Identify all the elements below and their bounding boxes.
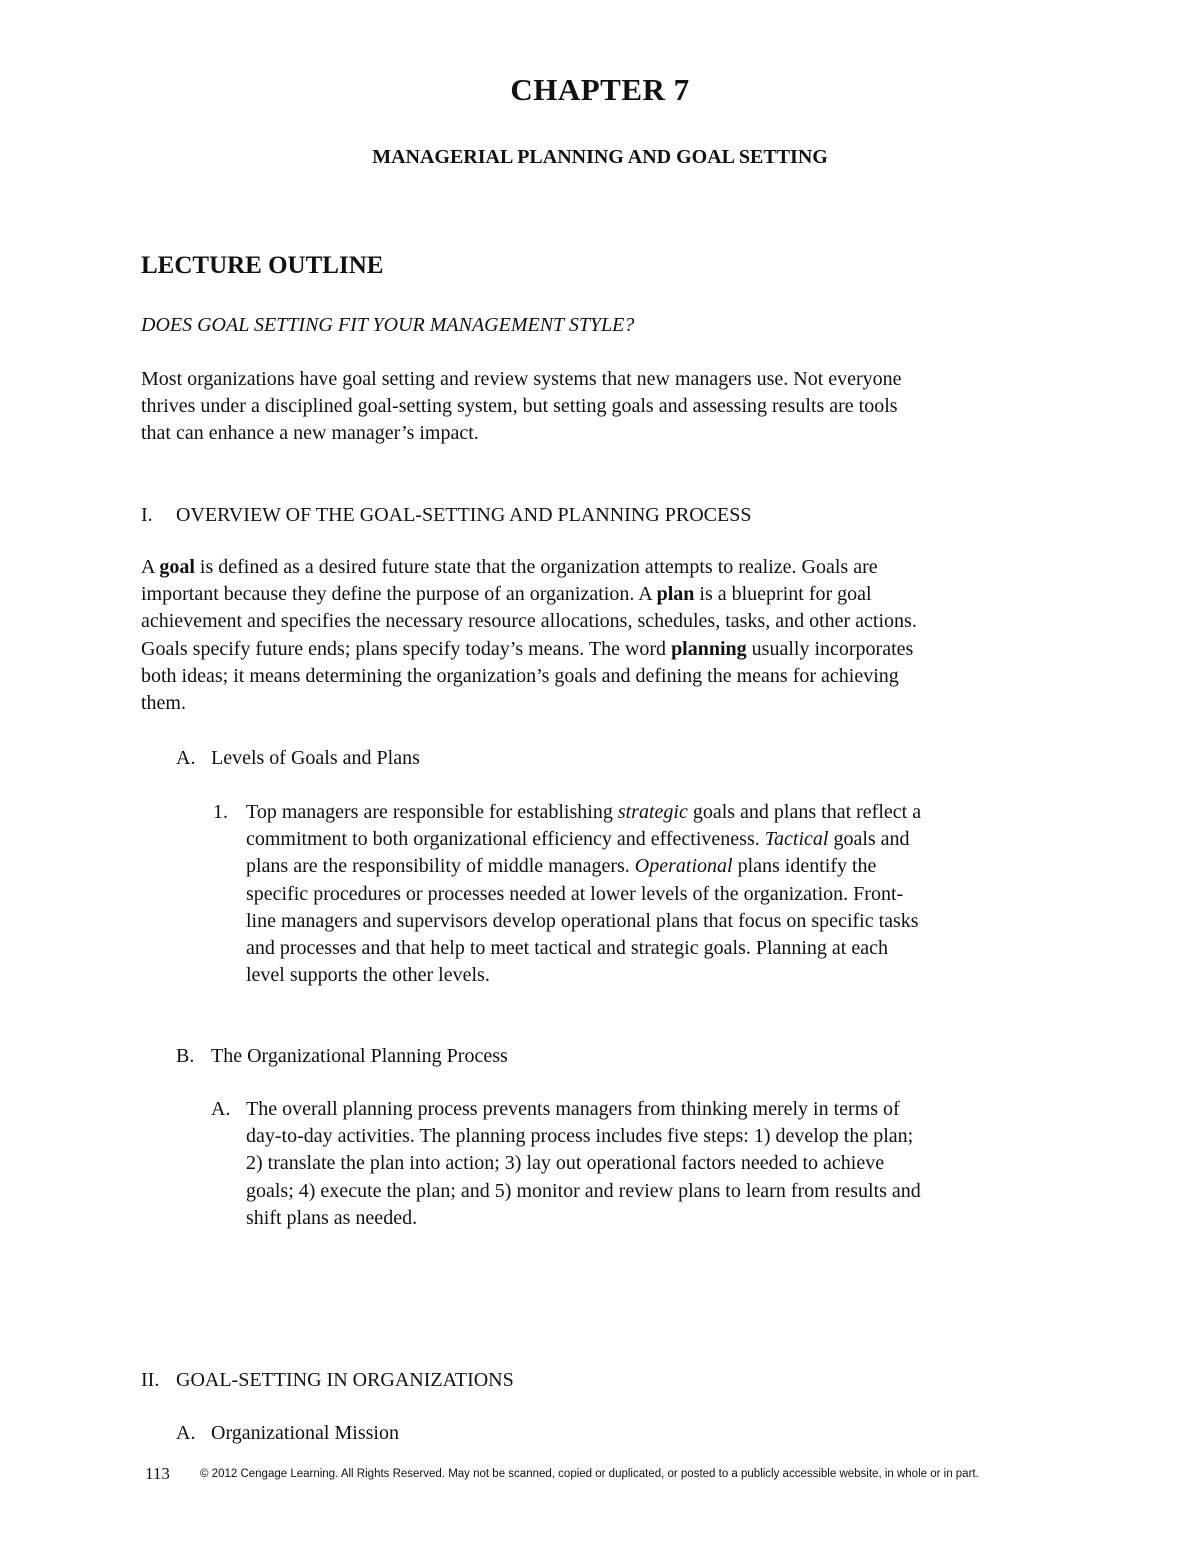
item-line: level supports the other levels. <box>246 964 490 987</box>
section-1-paragraph <box>141 554 917 717</box>
subsection-b-label: B. <box>176 1045 195 1067</box>
item-1-text <box>246 799 921 989</box>
item-a-text <box>246 1096 921 1232</box>
item-line: day-to-day activities. The planning process includes five steps: 1) develop the plan; <box>246 1125 914 1148</box>
item-line: shift plans as needed. <box>246 1206 418 1229</box>
paragraph-line: A goal is defined as a desired future state that the organization attempts to realize. Goals are <box>141 556 878 578</box>
term-plan: plan <box>656 583 695 606</box>
item-a-label: A. <box>211 1098 231 1120</box>
paragraph-line: important because they define the purpose of an organization. A plan is a blueprint for goal <box>141 583 872 606</box>
lecture-outline-heading: LECTURE OUTLINE <box>141 252 384 279</box>
section-2-title: GOAL-SETTING IN ORGANIZATIONS <box>176 1369 514 1391</box>
term-goal: goal <box>159 556 195 578</box>
paragraph-line: achievement and specifies the necessary resource allocations, schedules, tasks, and other actions. <box>141 610 917 633</box>
item-line: 2) translate the plan into action; 3) lay out operational factors needed to achieve <box>246 1152 885 1175</box>
term-planning: planning <box>671 637 747 660</box>
page-number: 113 <box>145 1464 170 1483</box>
item-line: The overall planning process prevents managers from thinking merely in terms of <box>246 1098 900 1120</box>
paragraph-line: them. <box>141 692 186 715</box>
intro-line: that can enhance a new manager’s impact. <box>141 422 479 445</box>
copyright-notice: © 2012 Cengage Learning. All Rights Reserved. May not be scanned, copied or duplicated, or posted to a publicly accessible website, in whole or in part. <box>200 1468 979 1480</box>
intro-question: DOES GOAL SETTING FIT YOUR MANAGEMENT STYLE? <box>141 314 635 336</box>
section-1-number: I. <box>141 504 153 526</box>
chapter-number: CHAPTER 7 <box>510 72 690 107</box>
section-2-subsection-a-title: Organizational Mission <box>211 1422 399 1444</box>
item-line: and processes and that help to meet tactical and strategic goals. Planning at each <box>246 937 888 960</box>
subsection-a-label: A. <box>176 747 196 769</box>
section-2-subsection-a-label: A. <box>176 1422 196 1444</box>
paragraph-line: both ideas; it means determining the organization’s goals and defining the means for achieving <box>141 664 899 687</box>
item-line: plans are the responsibility of middle managers. Operational plans identify the <box>246 855 877 878</box>
intro-line: Most organizations have goal setting and review systems that new managers use. Not everyone <box>141 368 902 390</box>
section-2-number: II. <box>141 1369 160 1391</box>
item-line: goals; 4) execute the plan; and 5) monitor and review plans to learn from results and <box>246 1179 921 1202</box>
intro-paragraph <box>141 366 902 448</box>
subsection-b-title: The Organizational Planning Process <box>211 1045 508 1067</box>
term-strategic: strategic <box>617 801 688 823</box>
subsection-a-title: Levels of Goals and Plans <box>211 747 420 769</box>
item-1-number: 1. <box>213 801 228 823</box>
intro-line: thrives under a disciplined goal-setting system, but setting goals and assessing results are tools <box>141 395 898 418</box>
paragraph-line: Goals specify future ends; plans specify today’s means. The word planning usually incorporates <box>141 637 914 660</box>
chapter-title: MANAGERIAL PLANNING AND GOAL SETTING <box>372 146 828 168</box>
section-1-title: OVERVIEW OF THE GOAL-SETTING AND PLANNING PROCESS <box>176 504 752 526</box>
item-line: Top managers are responsible for establishing strategic goals and plans that reflect a <box>246 801 922 823</box>
term-tactical: Tactical <box>764 828 829 851</box>
term-operational: Operational <box>634 855 733 878</box>
item-line: specific procedures or processes needed at lower levels of the organization. Front- <box>246 882 904 905</box>
item-line: commitment to both organizational efficiency and effectiveness. Tactical goals and <box>246 828 910 851</box>
item-line: line managers and supervisors develop operational plans that focus on specific tasks <box>246 909 919 932</box>
